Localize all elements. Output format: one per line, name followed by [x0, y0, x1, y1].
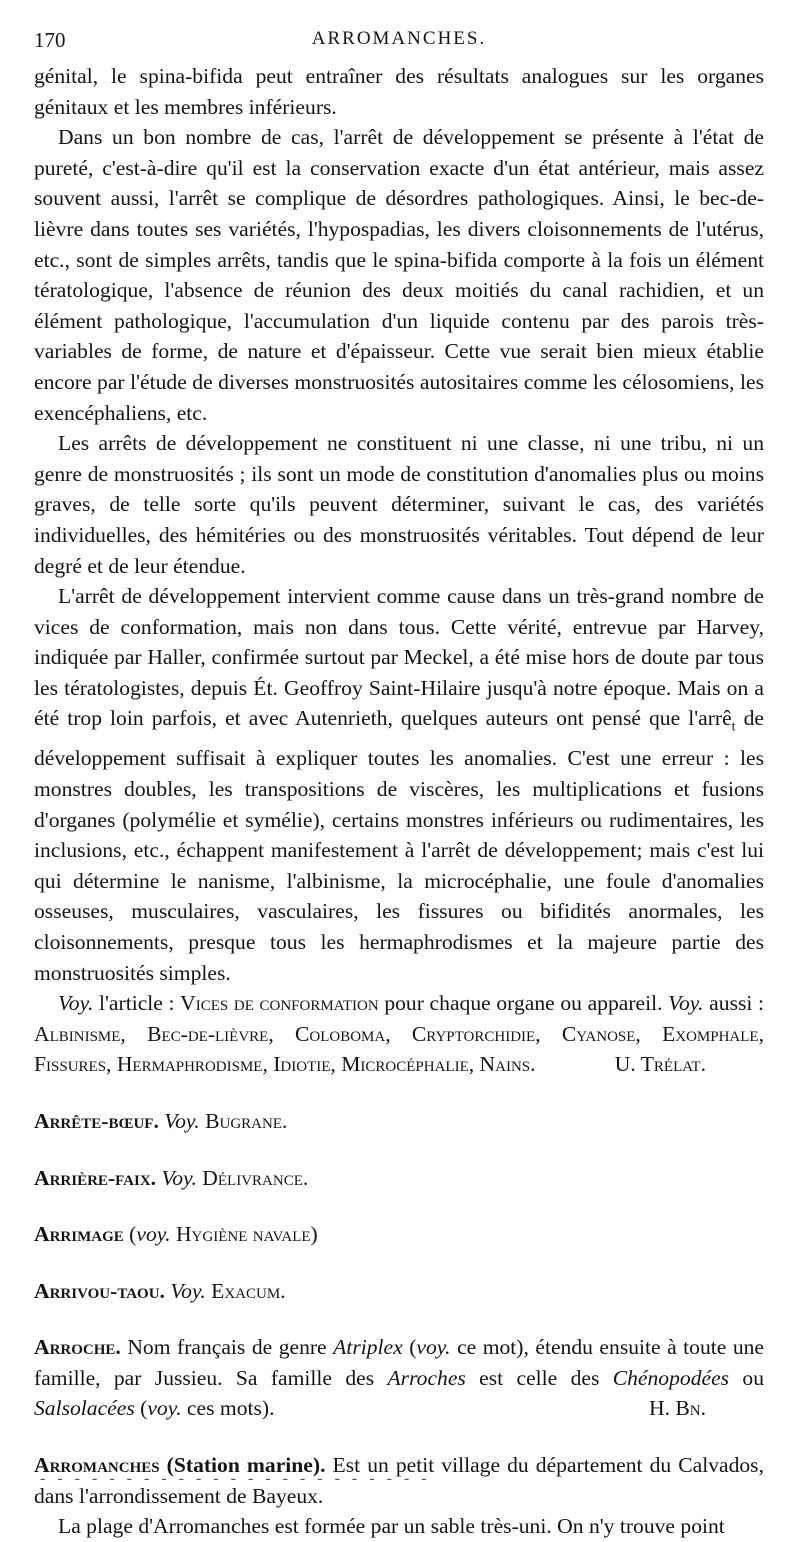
- marginal-letter: t: [731, 719, 736, 735]
- chenopodees-term: Chénopodées: [612, 1365, 730, 1390]
- entry-arrivou-taou: [34, 1276, 764, 1307]
- paragraph-arret-cause: [34, 581, 764, 988]
- entry-target: Bugrane.: [205, 1108, 288, 1133]
- voy-label: Voy.: [170, 1278, 206, 1303]
- entry-headword: Arrimage: [34, 1222, 124, 1247]
- entry-headword: Arromanches: [34, 1453, 160, 1478]
- page-number: 170: [34, 28, 66, 52]
- entry-headword: Arrière-faix.: [34, 1165, 157, 1190]
- voy-label: Voy.: [58, 991, 94, 1016]
- voy-label: Voy.: [161, 1165, 197, 1190]
- entry-target: Exacum.: [211, 1278, 286, 1303]
- entry-open-paren: (: [123, 1222, 137, 1247]
- voy-label: Voy.: [668, 991, 704, 1016]
- paragraph-arret-purete: Dans un bon nombre de cas, l'arrêt de développement se présente à l'état de pureté, c'est-à-dire qu'il est la conservation exacte d'un état antérieur, mais assez souvent aussi, l'arrêt se complique de désordres pathologiques. Ainsi, le bec-de-lièvre dans toutes ses variétés, l'hypospadias, les divers cloisonnements de l'utérus, etc., sont de simples arrêts, tandis que le spina-bifida comporte à la fois un élément tératologique, l'absence de réunion des deux moitiés du canal rachidien, et un élément pathologique, l'accumulation d'un liquide contenu par des parois très-variables de forme, de nature et d'épaisseur. Cette vue serait bien mieux établie encore par l'étude de diverses monstruosités autositaires comme les célosomiens, les exencéphaliens, etc.: [34, 125, 764, 425]
- crossref-vices: Vices de conformation: [180, 991, 379, 1016]
- paragraph-arrets-classification: Les arrêts de développement ne constituent ni une classe, ni une tribu, ni un genre de monstruosités ; ils sont un mode de constitution d'anomalies plus ou moins graves, de telle sorte qu'ils peuvent déterminer, suivant le cas, des variétés individuelles, des hémitéries ou des monstruosités véritables. Tout dépend de leur degré et de leur étendue.: [34, 431, 764, 578]
- crossref-aussi: aussi :: [703, 991, 765, 1016]
- signature-trelat: U. Trélat.: [614, 1052, 706, 1077]
- voy-label: voy.: [147, 1396, 182, 1421]
- entry-headword: Arroche.: [34, 1335, 121, 1360]
- signature-hbn: H. Bn.: [648, 1396, 706, 1421]
- arroche-text: ces mots).: [181, 1396, 275, 1421]
- arromanches-text: Est un petit village du département du Calvados, dans l'arrondissement de Bayeux.: [34, 1453, 764, 1508]
- paragraph-arromanches-plage: La plage d'Arromanches est formée par un sable très-uni. On n'y trouve point: [58, 1514, 725, 1539]
- entry-arriere-faix: [34, 1163, 764, 1194]
- paragraph-continuation: génital, le spina-bifida peut entraîner des résultats analogues sur les organes génitaux et les membres inférieurs.: [34, 64, 764, 119]
- entry-headword: Arrête-bœuf.: [34, 1108, 159, 1133]
- paragraph-arret-cause-part1: L'arrêt de développement intervient comme cause dans un très-grand nombre de vices de conformation, mais non dans tous. Cette vérité, entrevue par Harvey, indiquée par Haller, confirmée surtout par Meckel, a été mise hors de doute par tous les tératologistes, depuis Ét. Geoffroy Saint-Hilaire jusqu'à notre époque. Mais on a été trop loin parfois, et avec Autenrieth, quelques auteurs ont pensé que l'arrê: [34, 584, 764, 731]
- arroche-text: est celle des: [465, 1365, 613, 1390]
- arroche-text: ou: [729, 1365, 764, 1390]
- voy-label: voy.: [136, 1222, 171, 1247]
- entry-headword: Arrivou-taou.: [34, 1278, 165, 1303]
- entry-arrimage: [34, 1219, 764, 1250]
- crossref-mid-text: pour chaque organe ou appareil.: [378, 991, 669, 1016]
- entry-arrete-boeuf: [34, 1106, 764, 1137]
- arroche-text: (: [134, 1396, 148, 1421]
- entry-arroche: [34, 1332, 764, 1424]
- arroche-text: (: [402, 1335, 417, 1360]
- entry-target: Délivrance.: [202, 1165, 309, 1190]
- arroche-text: ce mot), étendu ensuite à toute une famille, par Jussieu. Sa famille des: [34, 1335, 764, 1390]
- arroche-text: Nom français de genre: [120, 1335, 334, 1360]
- atriplex-term: Atriplex: [333, 1335, 403, 1360]
- bottom-dashes-divider: - - - - - - - - - - - - - - - - - - - - - - -: [40, 1470, 431, 1487]
- running-title: ARROMANCHES.: [311, 28, 487, 49]
- salsolacees-term: Salsolacées: [34, 1396, 135, 1421]
- crossref-list: Albinisme, Bec-de-lièvre, Coloboma, Cryptorchidie, Cyanose, Exomphale, Fissures, Hermaphrodisme, Idiotie, Microcéphalie, Nains.: [34, 1021, 764, 1077]
- voy-label: voy.: [416, 1335, 451, 1360]
- arroches-term: Arroches: [387, 1365, 466, 1390]
- entry-subtitle: (Station marine).: [159, 1453, 326, 1478]
- body-text: [34, 61, 764, 1542]
- page-header: [34, 24, 764, 60]
- crossref-article-text: l'article :: [93, 991, 181, 1016]
- paragraph-arret-cause-part2: de développement suffisait à expliquer toutes les anomalies. C'est une erreur : les monstres doubles, les transpositions de viscères, les multiplications et fusions d'organes (polymélie et symélie), certains monstres inférieurs ou rudimentaires, les inclusions, etc., échappent manifestement à l'arrêt de développement; mais c'est lui qui détermine le nanisme, l'albinisme, la microcéphalie, une foule d'anomalies osseuses, musculaires, vasculaires, les fissures ou bifidités anormales, les cloisonnements, presque tous les hermaphrodismes et la majeure partie des monstruosités simples.: [34, 706, 764, 985]
- voy-label: Voy.: [164, 1108, 200, 1133]
- entry-target: Hygiène navale): [175, 1222, 318, 1247]
- crossref-paragraph: [34, 988, 764, 1080]
